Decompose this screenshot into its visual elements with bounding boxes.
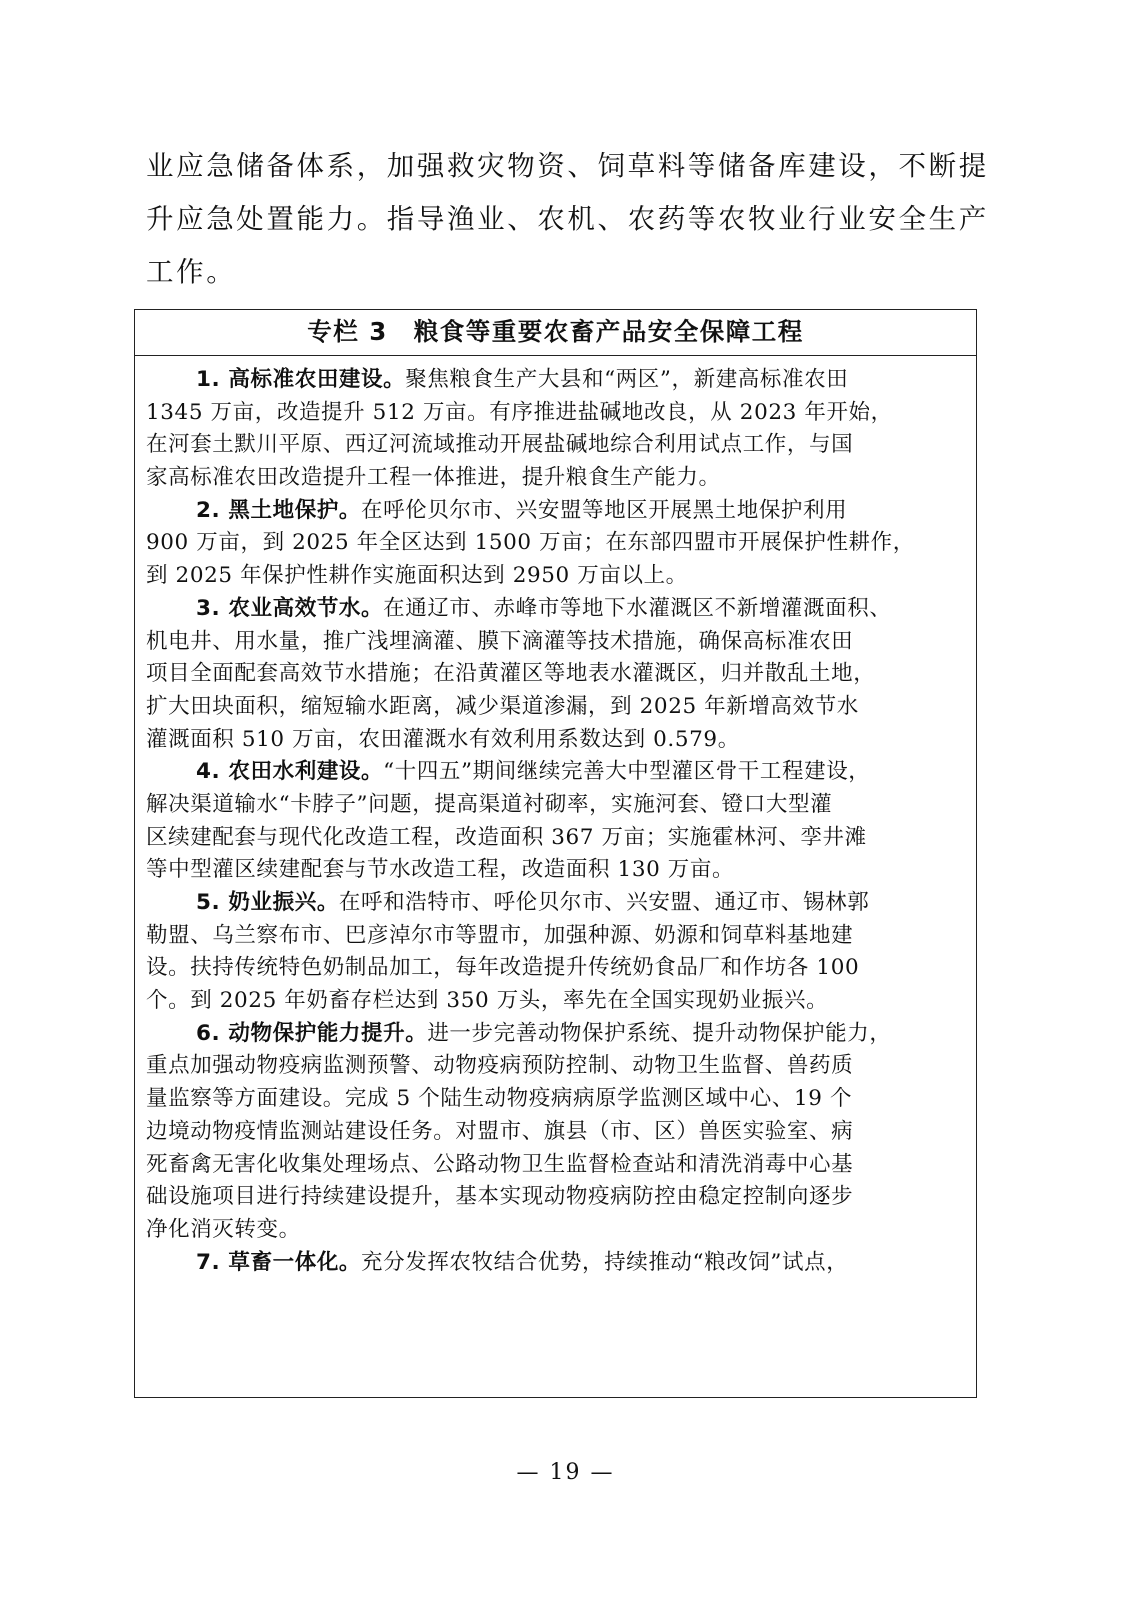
item-heading: 4. 农田水利建设。	[196, 759, 384, 785]
column-item-3	[146, 593, 965, 756]
item-heading: 1. 高标准农田建设。	[196, 367, 406, 392]
column-label: 专栏 3	[307, 317, 388, 346]
item-line: 设。扶持传统特色奶制品加工，每年改造提升传统奶食品厂和作坊各 100	[146, 955, 860, 981]
intro-paragraph	[146, 140, 989, 299]
item-line: 个。到 2025 年奶畜存栏达到 350 万头，率先在全国实现奶业振兴。	[146, 988, 829, 1014]
item-line: 边境动物疫情监测站建设任务。对盟市、旗县（市、区）兽医实验室、病	[146, 1118, 854, 1144]
item-text: 进一步完善动物保护系统、提升动物保护能力，	[427, 1020, 892, 1046]
item-line: 重点加强动物疫病监测预警、动物疫病预防控制、动物卫生监督、兽药质	[146, 1053, 854, 1079]
item-line: 到 2025 年保护性耕作实施面积达到 2950 万亩以上。	[146, 563, 688, 589]
page-number: — 19 —	[516, 1460, 615, 1485]
item-line: 灌溉面积 510 万亩，农田灌溉水有效利用系数达到 0.579。	[146, 726, 740, 752]
item-line: 勒盟、乌兰察布市、巴彦淖尔市等盟市，加强种源、奶源和饲草料基地建	[146, 922, 854, 948]
item-line: 死畜禽无害化收集处理场点、公路动物卫生监督检查站和清洗消毒中心基	[146, 1151, 854, 1177]
item-line: 项目全面配套高效节水措施；在沿黄灌区等地表水灌溉区，归并散乱土地，	[146, 661, 876, 687]
item-text: 充分发挥农牧结合优势，持续推动“粮改饲”试点，	[361, 1249, 849, 1275]
item-line: 量监察等方面建设。完成 5 个陆生动物疫病病原学监测区域中心、19 个	[146, 1086, 853, 1112]
item-line: 等中型灌区续建配套与节水改造工程，改造面积 130 万亩。	[146, 857, 735, 883]
item-line: 扩大田块面积，缩短输水距离，减少渠道渗漏，到 2025 年新增高效节水	[146, 693, 859, 719]
item-line	[146, 495, 965, 528]
item-text: 在通辽市、赤峰市等地下水灌溉区不新增灌溉面积、	[383, 595, 892, 621]
intro-line: 业应急储备体系，加强救灾物资、饲草料等储备库建设，不断提	[146, 150, 989, 182]
item-line	[146, 364, 965, 397]
column-item-4	[146, 756, 965, 887]
item-text: 在呼伦贝尔市、兴安盟等地区开展黑土地保护利用	[361, 497, 848, 523]
item-heading: 3. 农业高效节水。	[196, 595, 384, 621]
item-heading: 6. 动物保护能力提升。	[196, 1020, 428, 1046]
item-line: 机电井、用水量，推广浅埋滴灌、膜下滴灌等技术措施，确保高标准农田	[146, 628, 854, 654]
item-line	[146, 593, 965, 626]
column-item-2	[146, 495, 965, 593]
intro-line: 升应急处置能力。指导渔业、农机、农药等农牧业行业安全生产	[146, 203, 989, 235]
column-item-5	[146, 887, 965, 1018]
column-item-7	[146, 1247, 965, 1280]
item-heading: 2. 黑土地保护。	[196, 497, 362, 523]
intro-line: 工作。	[146, 256, 237, 288]
item-line: 净化消灭转变。	[146, 1216, 301, 1242]
item-line	[146, 1247, 965, 1280]
column-title-bar	[135, 310, 976, 356]
column-body	[135, 356, 976, 1279]
item-line: 1345 万亩，改造提升 512 万亩。有序推进盐碱地改良，从 2023 年开始，	[146, 399, 893, 425]
item-line: 在河套土默川平原、西辽河流域推动开展盐碱地综合利用试点工作，与国	[146, 432, 854, 458]
item-line: 区续建配套与现代化改造工程，改造面积 367 万亩；实施霍林河、孪井滩	[146, 824, 867, 850]
item-line: 900 万亩，到 2025 年全区达到 1500 万亩；在东部四盟市开展保护性耕作，	[146, 530, 915, 556]
item-line: 解决渠道输水“卡脖子”问题，提高渠道衬砌率，实施河套、镫口大型灌	[146, 791, 833, 817]
item-line: 家高标准农田改造提升工程一体推进，提升粮食生产能力。	[146, 465, 721, 491]
column-box	[134, 309, 977, 1398]
item-line	[146, 1018, 965, 1051]
column-item-1	[146, 364, 965, 495]
column-title: 粮食等重要农畜产品安全保障工程	[413, 317, 804, 346]
item-text: 聚焦粮食生产大县和“两区”，新建高标准农田	[405, 367, 849, 392]
item-text: 在呼和浩特市、呼伦贝尔市、兴安盟、通辽市、锡林郭	[338, 890, 870, 915]
item-line: 础设施项目进行持续建设提升，基本实现动物疫病防控由稳定控制向逐步	[146, 1184, 854, 1210]
item-text: “十四五”期间继续完善大中型灌区骨干工程建设，	[383, 759, 871, 785]
column-item-6	[146, 1018, 965, 1247]
item-line	[146, 756, 965, 789]
item-heading: 5. 奶业振兴。	[196, 890, 339, 915]
item-heading: 7. 草畜一体化。	[196, 1249, 362, 1275]
item-line	[146, 887, 965, 920]
